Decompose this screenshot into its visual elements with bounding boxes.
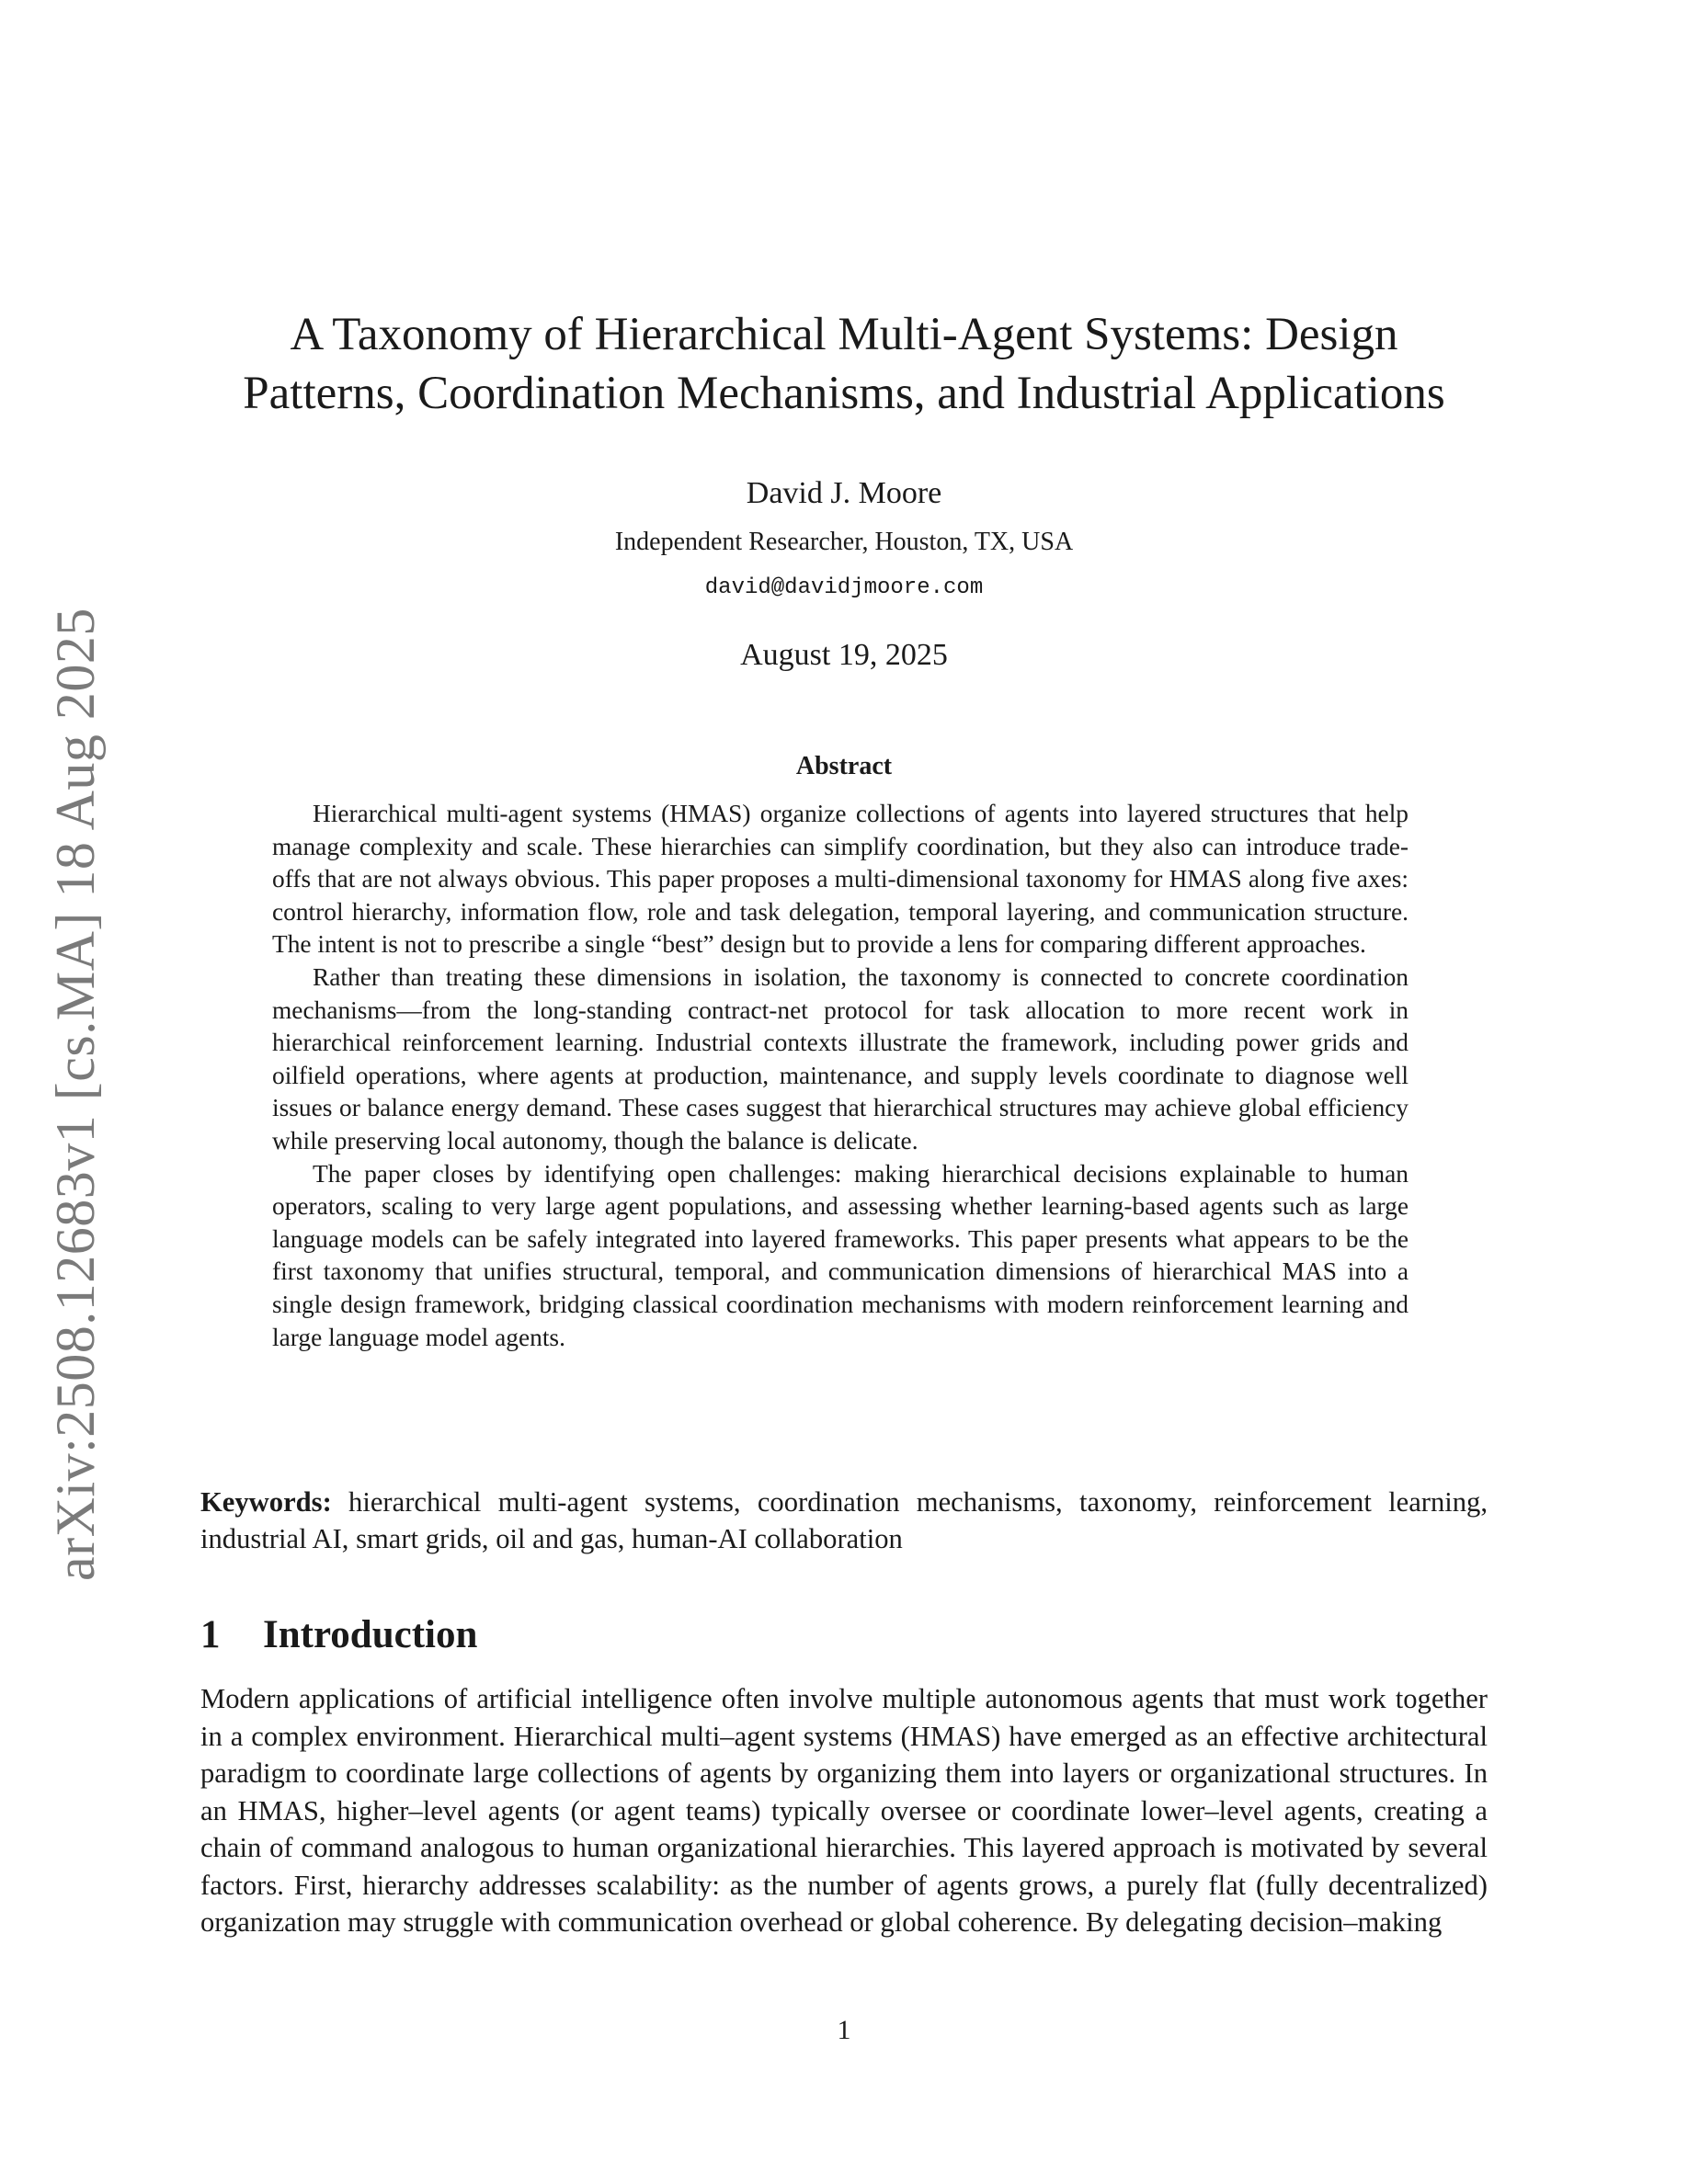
section-number: 1 [200, 1613, 221, 1656]
author-email: david@davidjmoore.com [704, 575, 984, 600]
abstract-heading: Abstract [795, 752, 893, 780]
section-heading-introduction [200, 1612, 1488, 1657]
paper-title-line-2: Patterns, Coordination Mechanisms, and Industrial Applications [243, 368, 1445, 419]
keywords-label: Keywords: [200, 1486, 332, 1518]
keywords [200, 1484, 1488, 1557]
section-title: Introduction [263, 1613, 478, 1656]
abstract-paragraph-1: Hierarchical multi-agent systems (HMAS) organize collections of agents into layered structures that help manage complexity and scale. These hierarchies can simplify coordination, but they also can introduce trade-offs that are not always obvious. This paper proposes a multi-dimensional taxonomy for HMAS along five axes: control hierarchy, information flow, role and task delegation, temporal layering, and communication structure. The intent is not to prescribe a single “best” design but to provide a lens for comparing different approaches. [272, 800, 1409, 959]
author-name: David J. Moore [746, 476, 942, 510]
paper-date: August 19, 2025 [740, 638, 948, 672]
abstract-body [272, 798, 1409, 1354]
introduction-body [200, 1680, 1488, 1941]
paper-title-line-1: A Taxonomy of Hierarchical Multi-Agent Systems: Design [290, 309, 1398, 360]
arxiv-identifier: arXiv:2508.12683v1 [cs.MA] 18 Aug 2025 [45, 608, 106, 1581]
paper-title [200, 305, 1488, 423]
keywords-text: hierarchical multi-agent systems, coordination mechanisms, taxonomy, reinforcement learning, industrial AI, smart grids, oil and gas, human-AI collaboration [200, 1486, 1488, 1554]
abstract-paragraph-3: The paper closes by identifying open challenges: making hierarchical decisions explainable to human operators, scaling to very large agent populations, and assessing whether learning-based agents such as large language models can be safely integrated into layered frameworks. This paper presents what appears to be the first taxonomy that unifies structural, temporal, and communication dimensions of hierarchical MAS into a single design framework, bridging classical coordination mechanisms with modern reinforcement learning and large language model agents. [272, 1159, 1409, 1351]
abstract-paragraph-2: Rather than treating these dimensions in isolation, the taxonomy is connected to concrete coordination mechanisms—from the long-standing contract-net protocol for task allocation to more recent work in hierarchical reinforcement learning. Industrial contexts illustrate the framework, including power grids and oilfield operations, where agents at production, maintenance, and supply levels coordinate to diagnose well issues or balance energy demand. These cases suggest that hierarchical structures may achieve global efficiency while preserving local autonomy, though the balance is delicate. [272, 962, 1409, 1155]
introduction-paragraph-1: Modern applications of artificial intelligence often involve multiple autonomous agents that must work together in a complex environment. Hierarchical multi–agent systems (HMAS) have emerged as an effective architectural paradigm to coordinate large collections of agents by organizing them into layers or organizational structures. In an HMAS, higher–level agents (or agent teams) typically oversee or coordinate lower–level agents, creating a chain of command analogous to human organizational hierarchies. This layered approach is motivated by several factors. First, hierarchy addresses scalability: as the number of agents grows, a purely flat (fully decentralized) organization may struggle with communication overhead or global coherence. By delegating decision–making [200, 1683, 1488, 1938]
page-number: 1 [837, 2015, 851, 2045]
author-affiliation: Independent Researcher, Houston, TX, USA [614, 528, 1074, 556]
